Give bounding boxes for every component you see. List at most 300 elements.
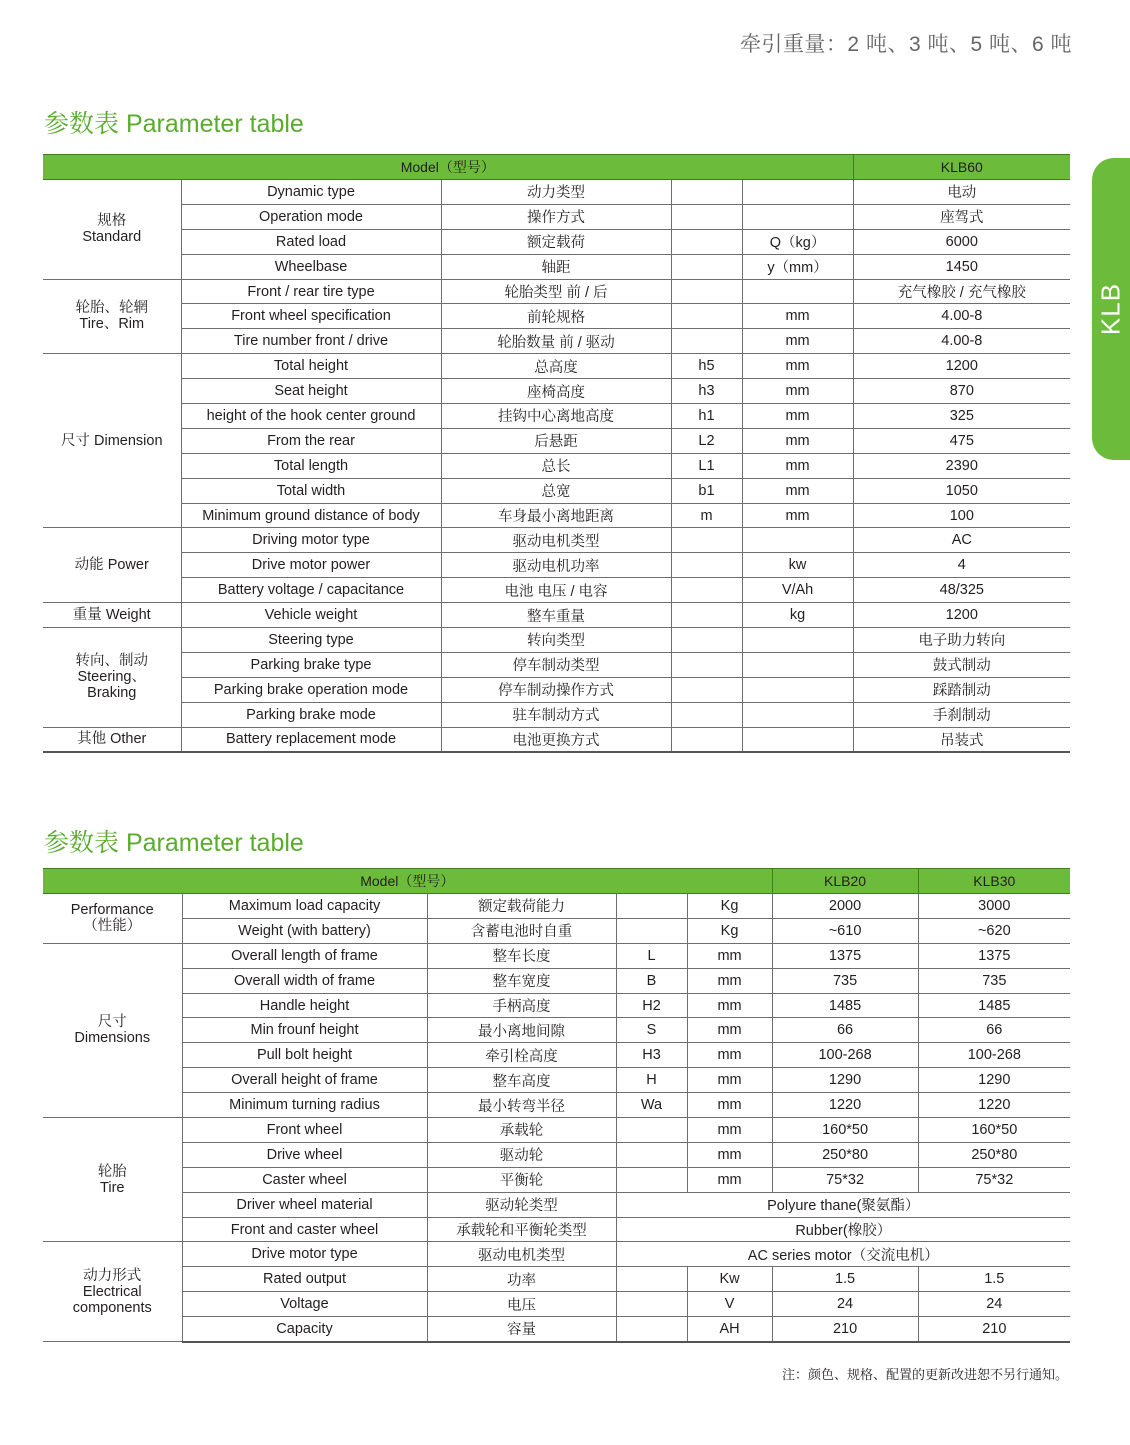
- param-symbol: [671, 229, 742, 254]
- group-label-line: Dimensions: [74, 1030, 151, 1047]
- param-unit: mm: [687, 943, 772, 968]
- param-unit: [742, 677, 853, 702]
- param-name-en: Total height: [181, 354, 441, 379]
- table-row: [43, 578, 1070, 603]
- param-value-klb30: 160*50: [918, 1118, 1070, 1143]
- param-symbol: L2: [671, 428, 742, 453]
- param-value-klb30: ~620: [918, 918, 1070, 943]
- param-symbol: S: [616, 1018, 687, 1043]
- param-unit: mm: [742, 379, 853, 404]
- param-value-klb20: 735: [772, 968, 918, 993]
- param-unit: [742, 180, 853, 205]
- param-name-en: Drive wheel: [182, 1142, 427, 1167]
- param-value-klb30: 1485: [918, 993, 1070, 1018]
- table-row: [43, 204, 1070, 229]
- param-name-en: Steering type: [181, 628, 441, 653]
- param-unit: Q（kg）: [742, 229, 853, 254]
- param-name-cn: 手柄高度: [427, 993, 616, 1018]
- param-value: 325: [853, 404, 1070, 429]
- param-unit: mm: [742, 304, 853, 329]
- group-label-line: Braking: [87, 685, 137, 702]
- param-name-en: Tire number front / drive: [181, 329, 441, 354]
- table-row: [43, 1242, 1070, 1267]
- param-unit: mm: [742, 329, 853, 354]
- param-symbol: [616, 1142, 687, 1167]
- param-name-en: Operation mode: [181, 204, 441, 229]
- group-label-line: 其他 Other: [77, 731, 147, 748]
- param-value-klb30: 1290: [918, 1068, 1070, 1093]
- param-name-en: Minimum ground distance of body: [181, 503, 441, 528]
- table-row: [43, 702, 1070, 727]
- table-row: [43, 1018, 1070, 1043]
- param-name-cn: 总长: [441, 453, 671, 478]
- table-row: [43, 379, 1070, 404]
- group-label-line: 规格: [97, 213, 127, 230]
- group-label-line: 动力形式: [83, 1267, 142, 1284]
- param-symbol: H: [616, 1068, 687, 1093]
- param-value-klb30: 1.5: [918, 1267, 1070, 1292]
- param-name-en: Battery replacement mode: [181, 727, 441, 752]
- param-name-cn: 额定载荷能力: [427, 894, 616, 919]
- group-label-line: 轮胎: [97, 1163, 127, 1180]
- param-unit: mm: [742, 428, 853, 453]
- param-symbol: H2: [616, 993, 687, 1018]
- table-row: [43, 1043, 1070, 1068]
- param-value: AC: [853, 528, 1070, 553]
- group-label-line: Tire: [100, 1179, 125, 1196]
- side-tab: [1092, 158, 1130, 460]
- param-name-cn: 额定载荷: [441, 229, 671, 254]
- param-value-span: Polyure thane(聚氨酯）: [616, 1192, 1070, 1217]
- table-row: [43, 1317, 1070, 1342]
- param-unit: Kg: [687, 894, 772, 919]
- param-value-span: AC series motor（交流电机）: [616, 1242, 1070, 1267]
- param-name-en: Front and caster wheel: [182, 1217, 427, 1242]
- param-unit: mm: [742, 453, 853, 478]
- param-name-en: Parking brake operation mode: [181, 677, 441, 702]
- param-name-en: Drive motor power: [181, 553, 441, 578]
- param-name-cn: 整车长度: [427, 943, 616, 968]
- param-name-en: Total width: [181, 478, 441, 503]
- group-label: [43, 528, 181, 603]
- param-symbol: [616, 918, 687, 943]
- param-unit: [742, 528, 853, 553]
- param-name-en: Overall width of frame: [182, 968, 427, 993]
- param-symbol: B: [616, 968, 687, 993]
- param-unit: [742, 727, 853, 752]
- param-symbol: [616, 1118, 687, 1143]
- group-label-line: 轮胎、轮辋: [75, 300, 148, 317]
- param-value: 踩踏制动: [853, 677, 1070, 702]
- param-name-cn: 承载轮和平衡轮类型: [427, 1217, 616, 1242]
- param-symbol: Wa: [616, 1093, 687, 1118]
- table-row: [43, 943, 1070, 968]
- param-name-en: Pull bolt height: [182, 1043, 427, 1068]
- param-symbol: [671, 727, 742, 752]
- table-row: [43, 478, 1070, 503]
- param-value-klb20: ~610: [772, 918, 918, 943]
- param-symbol: [671, 204, 742, 229]
- group-label-line: 动能 Power: [74, 557, 149, 574]
- param-name-en: Overall height of frame: [182, 1068, 427, 1093]
- param-name-cn: 最小转弯半径: [427, 1093, 616, 1118]
- param-name-cn: 座椅高度: [441, 379, 671, 404]
- group-label-line: Performance: [70, 902, 154, 919]
- param-unit: Kg: [687, 918, 772, 943]
- param-value-klb30: 100-268: [918, 1043, 1070, 1068]
- param-symbol: [671, 279, 742, 304]
- param-name-cn: 含蓄电池时自重: [427, 918, 616, 943]
- param-symbol: [671, 677, 742, 702]
- param-unit: y（mm）: [742, 254, 853, 279]
- param-unit: mm: [687, 1093, 772, 1118]
- param-name-en: Parking brake mode: [181, 702, 441, 727]
- group-label-line: components: [72, 1299, 152, 1316]
- group-label: [43, 628, 181, 728]
- table-row: [43, 993, 1070, 1018]
- table2-title: 参数表 Parameter table: [44, 829, 304, 857]
- param-symbol: [671, 553, 742, 578]
- param-name-en: Weight (with battery): [182, 918, 427, 943]
- table-row: [43, 329, 1070, 354]
- table2-header-row: [43, 869, 1070, 894]
- table-row: [43, 727, 1070, 752]
- table1-title: 参数表 Parameter table: [44, 110, 304, 138]
- param-unit: mm: [742, 503, 853, 528]
- param-name-cn: 驱动电机功率: [441, 553, 671, 578]
- tonnage-note: 牵引重量：2 吨、3 吨、5 吨、6 吨: [739, 33, 1072, 56]
- param-name-en: Capacity: [182, 1317, 427, 1342]
- param-name-en: height of the hook center ground: [181, 404, 441, 429]
- param-name-cn: 车身最小离地距离: [441, 503, 671, 528]
- table1-header-row: [43, 155, 1070, 180]
- param-name-cn: 前轮规格: [441, 304, 671, 329]
- model-header: Model（型号）: [43, 155, 853, 180]
- param-value-klb30: 24: [918, 1292, 1070, 1317]
- param-unit: mm: [687, 993, 772, 1018]
- model-header: Model（型号）: [43, 869, 772, 894]
- param-value-klb20: 100-268: [772, 1043, 918, 1068]
- param-name-cn: 容量: [427, 1317, 616, 1342]
- param-symbol: [671, 702, 742, 727]
- param-unit: V/Ah: [742, 578, 853, 603]
- param-name-cn: 停车制动操作方式: [441, 677, 671, 702]
- param-name-en: Seat height: [181, 379, 441, 404]
- param-symbol: [671, 304, 742, 329]
- param-name-cn: 总高度: [441, 354, 671, 379]
- param-value-klb30: 3000: [918, 894, 1070, 919]
- group-label: [43, 603, 181, 628]
- param-unit: mm: [687, 968, 772, 993]
- param-value: 100: [853, 503, 1070, 528]
- param-unit: mm: [687, 1068, 772, 1093]
- group-label: [43, 354, 181, 528]
- param-name-cn: 整车重量: [441, 603, 671, 628]
- param-name-en: Front wheel specification: [181, 304, 441, 329]
- param-name-cn: 电压: [427, 1292, 616, 1317]
- param-name-cn: 牵引栓高度: [427, 1043, 616, 1068]
- param-unit: mm: [687, 1118, 772, 1143]
- param-value-klb30: 66: [918, 1018, 1070, 1043]
- parameter-table-klb60: [43, 154, 1070, 753]
- param-value-klb20: 1375: [772, 943, 918, 968]
- param-name-en: Driving motor type: [181, 528, 441, 553]
- table-row: [43, 279, 1070, 304]
- table-row: [43, 1068, 1070, 1093]
- param-name-cn: 转向类型: [441, 628, 671, 653]
- param-name-en: Total length: [181, 453, 441, 478]
- table-row: [43, 1192, 1070, 1217]
- group-label-line: 尺寸: [97, 1014, 127, 1031]
- param-symbol: [616, 1292, 687, 1317]
- param-name-en: Minimum turning radius: [182, 1093, 427, 1118]
- param-symbol: [671, 578, 742, 603]
- param-unit: mm: [687, 1167, 772, 1192]
- param-value-klb30: 75*32: [918, 1167, 1070, 1192]
- group-label: [43, 279, 181, 354]
- param-name-en: Handle height: [182, 993, 427, 1018]
- param-value-klb20: 1485: [772, 993, 918, 1018]
- param-name-cn: 挂钩中心离地高度: [441, 404, 671, 429]
- param-value-klb30: 250*80: [918, 1142, 1070, 1167]
- param-unit: mm: [687, 1142, 772, 1167]
- param-name-cn: 平衡轮: [427, 1167, 616, 1192]
- table-row: [43, 229, 1070, 254]
- param-name-en: From the rear: [181, 428, 441, 453]
- param-symbol: [671, 254, 742, 279]
- param-unit: Kw: [687, 1267, 772, 1292]
- param-name-cn: 轴距: [441, 254, 671, 279]
- table-row: [43, 1118, 1070, 1143]
- param-symbol: b1: [671, 478, 742, 503]
- param-value: 鼓式制动: [853, 652, 1070, 677]
- param-name-en: Dynamic type: [181, 180, 441, 205]
- param-name-en: Overall length of frame: [182, 943, 427, 968]
- param-value: 电动: [853, 180, 1070, 205]
- param-value: 1200: [853, 603, 1070, 628]
- param-unit: [742, 702, 853, 727]
- param-value: 1450: [853, 254, 1070, 279]
- table-row: [43, 894, 1070, 919]
- param-name-cn: 驱动轮类型: [427, 1192, 616, 1217]
- param-unit: mm: [742, 354, 853, 379]
- param-unit: [742, 279, 853, 304]
- param-unit: kw: [742, 553, 853, 578]
- table-row: [43, 1217, 1070, 1242]
- table-row: [43, 1267, 1070, 1292]
- param-value-klb30: 735: [918, 968, 1070, 993]
- param-value: 1050: [853, 478, 1070, 503]
- group-label: [43, 1118, 182, 1242]
- group-label: [43, 727, 181, 752]
- param-value-klb30: 1375: [918, 943, 1070, 968]
- table-row: [43, 553, 1070, 578]
- table-row: [43, 304, 1070, 329]
- param-symbol: [671, 180, 742, 205]
- param-value-klb20: 1290: [772, 1068, 918, 1093]
- group-label-line: Tire、Rim: [79, 316, 145, 333]
- table-row: [43, 652, 1070, 677]
- param-unit: [742, 628, 853, 653]
- param-name-en: Vehicle weight: [181, 603, 441, 628]
- param-name-en: Min frounf height: [182, 1018, 427, 1043]
- param-symbol: [616, 1267, 687, 1292]
- param-value-klb20: 210: [772, 1317, 918, 1342]
- param-value: 充气橡胶 / 充气橡胶: [853, 279, 1070, 304]
- param-symbol: h5: [671, 354, 742, 379]
- table-row: [43, 428, 1070, 453]
- group-label-line: 重量 Weight: [72, 607, 151, 624]
- param-unit: mm: [742, 404, 853, 429]
- param-name-en: Battery voltage / capacitance: [181, 578, 441, 603]
- param-name-en: Maximum load capacity: [182, 894, 427, 919]
- table-row: [43, 404, 1070, 429]
- param-unit: mm: [687, 1018, 772, 1043]
- param-value-klb20: 2000: [772, 894, 918, 919]
- table-row: [43, 354, 1070, 379]
- param-value: 475: [853, 428, 1070, 453]
- table-row: [43, 603, 1070, 628]
- model-name: KLB60: [853, 155, 1070, 180]
- param-unit: [742, 652, 853, 677]
- param-name-cn: 总宽: [441, 478, 671, 503]
- param-value-span: Rubber(橡胶）: [616, 1217, 1070, 1242]
- param-value-klb20: 250*80: [772, 1142, 918, 1167]
- param-name-en: Drive motor type: [182, 1242, 427, 1267]
- model-name: KLB30: [918, 869, 1070, 894]
- param-symbol: [671, 528, 742, 553]
- param-name-en: Driver wheel material: [182, 1192, 427, 1217]
- group-label: [43, 1242, 182, 1342]
- param-value: 2390: [853, 453, 1070, 478]
- param-value: 1200: [853, 354, 1070, 379]
- param-name-cn: 后悬距: [441, 428, 671, 453]
- param-unit: V: [687, 1292, 772, 1317]
- param-value: 48/325: [853, 578, 1070, 603]
- param-unit: AH: [687, 1317, 772, 1342]
- side-tab-label: KLB: [1095, 282, 1126, 336]
- group-label-line: （性能）: [83, 918, 142, 935]
- param-symbol: H3: [616, 1043, 687, 1068]
- param-value: 4: [853, 553, 1070, 578]
- group-label: [43, 180, 181, 280]
- param-name-en: Rated load: [181, 229, 441, 254]
- table-row: [43, 254, 1070, 279]
- param-name-en: Caster wheel: [182, 1167, 427, 1192]
- table-row: [43, 453, 1070, 478]
- param-unit: mm: [742, 478, 853, 503]
- param-value: 座驾式: [853, 204, 1070, 229]
- param-value: 870: [853, 379, 1070, 404]
- param-name-cn: 整车高度: [427, 1068, 616, 1093]
- param-symbol: m: [671, 503, 742, 528]
- param-name-cn: 停车制动类型: [441, 652, 671, 677]
- param-name-en: Wheelbase: [181, 254, 441, 279]
- param-name-cn: 功率: [427, 1267, 616, 1292]
- table-row: [43, 180, 1070, 205]
- param-name-cn: 轮胎数量 前 / 驱动: [441, 329, 671, 354]
- table-row: [43, 1093, 1070, 1118]
- param-symbol: [616, 894, 687, 919]
- param-value-klb20: 1.5: [772, 1267, 918, 1292]
- param-value-klb20: 75*32: [772, 1167, 918, 1192]
- param-symbol: [616, 1317, 687, 1342]
- group-label-line: Standard: [82, 229, 142, 246]
- table-row: [43, 628, 1070, 653]
- model-name: KLB20: [772, 869, 918, 894]
- param-name-en: Front / rear tire type: [181, 279, 441, 304]
- table-row: [43, 1292, 1070, 1317]
- param-name-cn: 驱动电机类型: [427, 1242, 616, 1267]
- param-value: 电子助力转向: [853, 628, 1070, 653]
- table-row: [43, 528, 1070, 553]
- param-symbol: [671, 628, 742, 653]
- param-unit: mm: [687, 1043, 772, 1068]
- param-symbol: [616, 1167, 687, 1192]
- param-name-cn: 轮胎类型 前 / 后: [441, 279, 671, 304]
- param-value: 4.00-8: [853, 304, 1070, 329]
- group-label: [43, 943, 182, 1117]
- param-value-klb20: 24: [772, 1292, 918, 1317]
- param-symbol: [671, 329, 742, 354]
- param-symbol: [671, 652, 742, 677]
- param-unit: kg: [742, 603, 853, 628]
- param-name-cn: 整车宽度: [427, 968, 616, 993]
- param-value-klb20: 1220: [772, 1093, 918, 1118]
- param-value: 吊装式: [853, 727, 1070, 752]
- table-row: [43, 677, 1070, 702]
- table-row: [43, 968, 1070, 993]
- param-name-en: Voltage: [182, 1292, 427, 1317]
- param-name-cn: 承载轮: [427, 1118, 616, 1143]
- param-value: 4.00-8: [853, 329, 1070, 354]
- param-name-en: Rated output: [182, 1267, 427, 1292]
- param-symbol: [671, 603, 742, 628]
- param-name-cn: 动力类型: [441, 180, 671, 205]
- table-row: [43, 503, 1070, 528]
- param-name-cn: 驱动电机类型: [441, 528, 671, 553]
- param-name-cn: 驻车制动方式: [441, 702, 671, 727]
- group-label: [43, 894, 182, 944]
- param-name-en: Front wheel: [182, 1118, 427, 1143]
- group-label-line: Electrical: [82, 1283, 142, 1300]
- footer-note: 注：颜色、规格、配置的更新改进恕不另行通知。: [781, 1367, 1068, 1382]
- table-row: [43, 918, 1070, 943]
- param-name-en: Parking brake type: [181, 652, 441, 677]
- table-row: [43, 1167, 1070, 1192]
- param-unit: [742, 204, 853, 229]
- param-symbol: L: [616, 943, 687, 968]
- param-name-cn: 最小离地间隙: [427, 1018, 616, 1043]
- param-name-cn: 操作方式: [441, 204, 671, 229]
- param-symbol: L1: [671, 453, 742, 478]
- group-label-line: 转向、制动 Steering、: [75, 653, 148, 686]
- param-value-klb30: 210: [918, 1317, 1070, 1342]
- param-symbol: h3: [671, 379, 742, 404]
- param-name-cn: 电池 电压 / 电容: [441, 578, 671, 603]
- param-value-klb20: 160*50: [772, 1118, 918, 1143]
- group-label-line: 尺寸 Dimension: [60, 432, 163, 449]
- param-value: 6000: [853, 229, 1070, 254]
- param-value: 手刹制动: [853, 702, 1070, 727]
- param-name-cn: 电池更换方式: [441, 727, 671, 752]
- param-name-cn: 驱动轮: [427, 1142, 616, 1167]
- param-value-klb30: 1220: [918, 1093, 1070, 1118]
- param-symbol: h1: [671, 404, 742, 429]
- table-row: [43, 1142, 1070, 1167]
- param-value-klb20: 66: [772, 1018, 918, 1043]
- parameter-table-klb20-klb30: [43, 868, 1070, 1343]
